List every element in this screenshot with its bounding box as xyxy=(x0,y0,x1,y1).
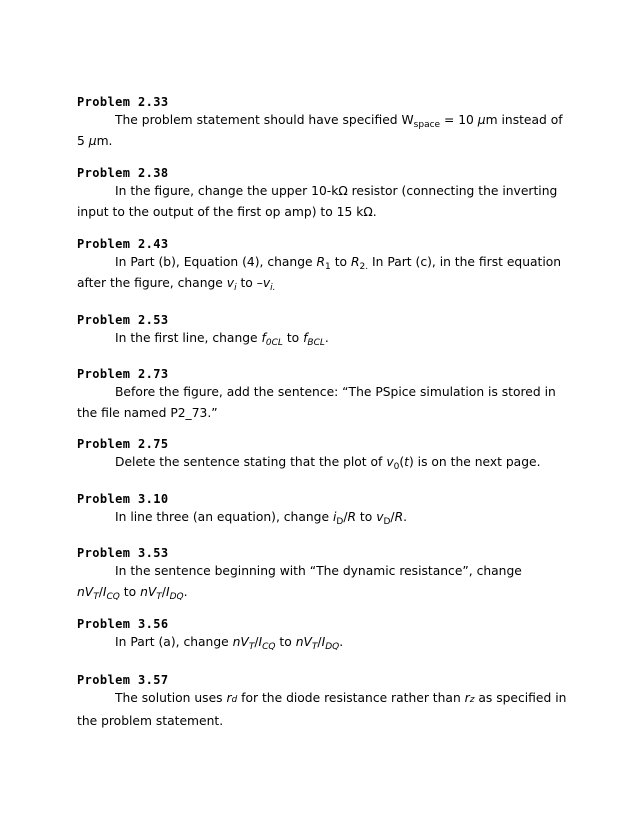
problem-title: Problem 3.53 xyxy=(77,546,169,560)
text-run: W xyxy=(401,113,414,127)
subscript-text: T xyxy=(248,642,255,652)
text-run: In Part (b), Equation (4), change xyxy=(115,255,317,269)
text-run: In line three (an equation), change xyxy=(115,510,333,524)
text-run: / xyxy=(343,510,348,524)
subscript-text: T xyxy=(93,592,99,602)
problem-text xyxy=(77,507,567,528)
text-run: R xyxy=(347,510,357,524)
text-run: z xyxy=(469,695,475,705)
subscript-text: DQ xyxy=(169,592,184,602)
text-run: v xyxy=(226,276,235,290)
problem-text xyxy=(77,452,567,473)
subscript-text: CQ xyxy=(106,592,120,602)
problem-entry xyxy=(77,312,567,349)
problem-entry xyxy=(77,94,567,152)
problem-entry xyxy=(77,436,567,473)
text-run: / xyxy=(98,585,103,599)
problem-entry xyxy=(77,165,567,223)
text-run: The solution uses xyxy=(115,691,227,705)
subscript-text: i. xyxy=(270,283,276,293)
text-run: I xyxy=(321,635,326,649)
text-run: to xyxy=(282,331,304,345)
text-run: R xyxy=(316,255,326,269)
subscript-text: 0CL xyxy=(265,338,283,348)
text-run: / xyxy=(317,635,322,649)
text-run: nV xyxy=(77,585,94,599)
problem-title: Problem 2.73 xyxy=(77,367,169,381)
text-run: I xyxy=(258,635,263,649)
problem-text xyxy=(77,328,567,349)
text-run: In Part (c), in the first equation after the figure, change xyxy=(77,255,562,290)
text-run: nV xyxy=(295,635,312,649)
problem-title: Problem 2.33 xyxy=(77,95,169,109)
text-run: = 10 xyxy=(440,113,478,127)
text-run: f xyxy=(303,331,308,345)
text-run: R xyxy=(350,255,360,269)
text-run: for the diode resistance rather than xyxy=(237,691,465,705)
text-run: v xyxy=(386,455,394,469)
text-run: / xyxy=(254,635,259,649)
text-run: to xyxy=(275,635,296,649)
problem-title: Problem 3.57 xyxy=(77,673,169,687)
text-run: In the sentence beginning with “The dynamic resistance”, change xyxy=(115,564,522,578)
subscript-text: D xyxy=(383,517,391,527)
text-run: r xyxy=(226,691,232,705)
text-run: v xyxy=(376,510,384,524)
text-run: i xyxy=(332,510,337,524)
problem-entry xyxy=(77,491,567,528)
subscript-text: 2. xyxy=(359,262,369,272)
subscript-text: T xyxy=(156,592,162,602)
text-run: nV xyxy=(140,585,157,599)
problem-text xyxy=(77,181,567,223)
problem-title: Problem 2.75 xyxy=(77,437,169,451)
subscript-text: CQ xyxy=(262,642,276,652)
text-run: d xyxy=(231,695,238,705)
text-run: to – xyxy=(236,276,263,290)
text-run: / xyxy=(390,510,395,524)
problem-entry xyxy=(77,236,567,294)
subscript-text: BCL xyxy=(307,338,325,348)
text-run: . xyxy=(339,635,344,649)
problem-text xyxy=(77,252,567,294)
text-run: v xyxy=(262,276,271,290)
problem-text xyxy=(77,110,567,152)
subscript-text: D xyxy=(336,517,344,527)
problem-title: Problem 2.38 xyxy=(77,166,169,180)
subscript-text: DQ xyxy=(325,642,340,652)
text-run: ) is on the next page. xyxy=(408,455,541,469)
text-run: I xyxy=(165,585,170,599)
text-run: . xyxy=(324,331,329,345)
text-run: R xyxy=(394,510,404,524)
text-run: ( xyxy=(399,455,405,469)
text-run: to xyxy=(356,510,377,524)
text-run: / xyxy=(161,585,166,599)
subscript-text: space xyxy=(413,120,441,130)
text-run: r xyxy=(464,691,470,705)
text-run: . xyxy=(403,510,408,524)
text-run: t xyxy=(404,455,409,469)
problem-entry xyxy=(77,616,567,653)
text-run: to xyxy=(330,255,351,269)
subscript-text: T xyxy=(311,642,318,652)
text-run: µ xyxy=(88,134,97,148)
problem-text xyxy=(77,688,567,732)
text-run: In the first line, change xyxy=(115,331,262,345)
text-run: m instead of 5 xyxy=(77,113,563,148)
problem-entry xyxy=(77,672,567,732)
text-run: to xyxy=(119,585,141,599)
text-run: nV xyxy=(232,635,249,649)
subscript-text: 1 xyxy=(325,262,331,272)
problem-entry xyxy=(77,545,567,603)
problem-title: Problem 2.53 xyxy=(77,313,169,327)
text-run: Delete the sentence stating that the plot of xyxy=(115,455,387,469)
subscript-text: 0 xyxy=(393,462,400,472)
text-run: I xyxy=(102,585,107,599)
problem-title: Problem 3.10 xyxy=(77,492,169,506)
text-run: m. xyxy=(96,134,113,148)
text-run: In Part (a), change xyxy=(115,635,233,649)
text-run: . xyxy=(183,585,188,599)
problem-text xyxy=(77,632,567,653)
problem-title: Problem 3.56 xyxy=(77,617,169,631)
text-run: The problem statement should have specified xyxy=(115,113,402,127)
text-run: In the figure, change the upper 10-kΩ resistor (connecting the inverting input to the output of the first op amp) to 15 kΩ. xyxy=(77,184,558,219)
text-run: as specified in the problem statement. xyxy=(77,691,567,728)
problem-text xyxy=(77,382,567,424)
text-run: f xyxy=(261,331,266,345)
problem-title: Problem 2.43 xyxy=(77,237,169,251)
problem-entry xyxy=(77,366,567,424)
subscript-text: i xyxy=(234,283,237,293)
text-run: µ xyxy=(477,113,486,127)
problem-text xyxy=(77,561,567,603)
text-run: Before the figure, add the sentence: “The PSpice simulation is stored in the file named P2_73.” xyxy=(77,385,556,420)
